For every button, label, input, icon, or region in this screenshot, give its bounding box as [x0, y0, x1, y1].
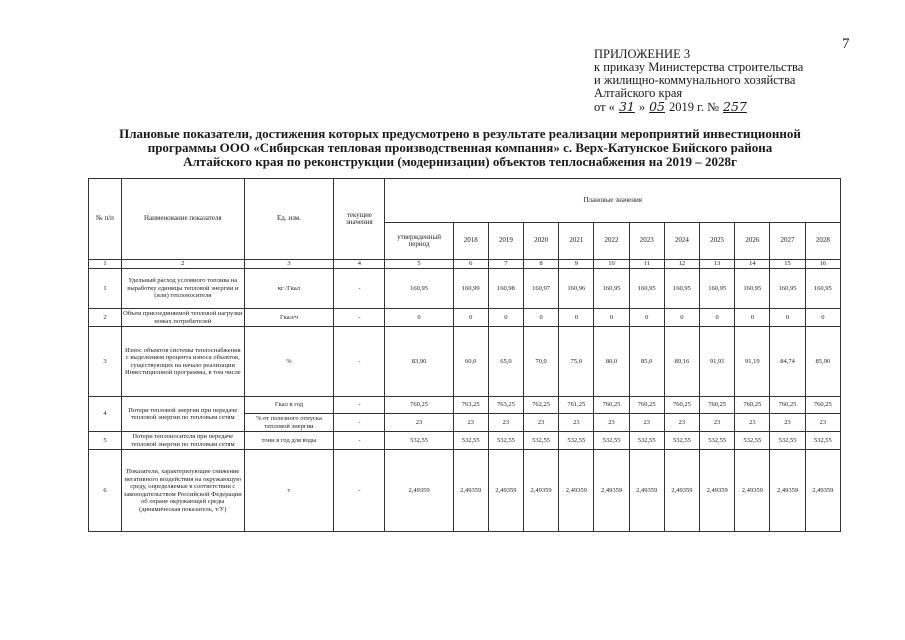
- value-cell: 160,95: [700, 269, 735, 309]
- column-number: 14: [735, 260, 770, 269]
- value-cell: 0: [735, 309, 770, 327]
- current-value: -: [334, 269, 385, 309]
- row-number: 2: [89, 309, 122, 327]
- value-cell: 23: [770, 414, 805, 432]
- value-cell: 761,25: [559, 397, 594, 414]
- unit-cell: кг /Гкал: [244, 269, 334, 309]
- handwritten-day: 31: [618, 99, 635, 114]
- column-number: 3: [244, 260, 334, 269]
- value-cell: 532,55: [700, 432, 735, 450]
- date-year: 2019 г. №: [669, 100, 720, 114]
- value-cell: 2,49359: [524, 450, 559, 532]
- value-cell: 91,91: [700, 327, 735, 397]
- column-number: 5: [385, 260, 453, 269]
- value-cell: 160,99: [453, 269, 488, 309]
- value-cell: 532,55: [805, 432, 840, 450]
- current-value: -: [334, 450, 385, 532]
- value-cell: 23: [805, 414, 840, 432]
- value-cell: 763,25: [453, 397, 488, 414]
- value-cell: 160,95: [385, 269, 453, 309]
- appendix-title: ПРИЛОЖЕНИЕ 3: [594, 47, 691, 61]
- row-number: 3: [89, 327, 122, 397]
- header-unit: Ед. изм.: [244, 179, 334, 260]
- value-cell: 80,0: [594, 327, 629, 397]
- column-number: 11: [629, 260, 664, 269]
- column-number: 1: [89, 260, 122, 269]
- header-year: 2023: [629, 223, 664, 260]
- column-number: 12: [664, 260, 699, 269]
- value-cell: 2,49359: [488, 450, 523, 532]
- value-cell: 2,49359: [629, 450, 664, 532]
- appendix-line: и жилищно-коммунального хозяйства: [594, 73, 796, 87]
- table-row: [89, 269, 841, 309]
- row-number: 6: [89, 450, 122, 532]
- header-name: Наименование показателя: [121, 179, 244, 260]
- value-cell: 0: [559, 309, 594, 327]
- table-row: [89, 397, 841, 414]
- value-cell: 532,55: [488, 432, 523, 450]
- indicator-name: Потери тепловой энергии при передаче тепловой энергии по тепловым сетям: [121, 397, 244, 432]
- appendix-line: Алтайского края: [594, 86, 683, 100]
- table-row: [89, 432, 841, 450]
- value-cell: 23: [700, 414, 735, 432]
- value-cell: 532,55: [385, 432, 453, 450]
- value-cell: 0: [664, 309, 699, 327]
- column-number: 6: [453, 260, 488, 269]
- value-cell: 23: [524, 414, 559, 432]
- value-cell: 160,98: [488, 269, 523, 309]
- value-cell: 763,25: [488, 397, 523, 414]
- current-value: -: [334, 397, 385, 414]
- current-value: -: [334, 414, 385, 432]
- value-cell: 160,95: [805, 269, 840, 309]
- value-cell: 2,49359: [664, 450, 699, 532]
- value-cell: 23: [559, 414, 594, 432]
- value-cell: 760,25: [629, 397, 664, 414]
- column-number: 9: [559, 260, 594, 269]
- value-cell: 532,55: [629, 432, 664, 450]
- indicators-table: [88, 178, 841, 532]
- handwritten-number: 257: [723, 99, 747, 114]
- appendix-line: к приказу Министерства строительства: [594, 60, 804, 74]
- appendix-header: [594, 48, 803, 114]
- column-number: 16: [805, 260, 840, 269]
- value-cell: 532,55: [453, 432, 488, 450]
- unit-cell: тонн в год для воды: [244, 432, 334, 450]
- current-value: -: [334, 309, 385, 327]
- current-value: -: [334, 432, 385, 450]
- column-number: 8: [524, 260, 559, 269]
- value-cell: 65,0: [488, 327, 523, 397]
- header-year: 2020: [524, 223, 559, 260]
- title-line: Плановые показатели, достижения которых предусмотрено в результате реализации мероприятий инвестиционной: [119, 126, 801, 141]
- header-year: 2019: [488, 223, 523, 260]
- column-number: 2: [121, 260, 244, 269]
- value-cell: 2,49359: [453, 450, 488, 532]
- value-cell: 760,25: [385, 397, 453, 414]
- value-cell: 70,0: [524, 327, 559, 397]
- value-cell: 2,49359: [559, 450, 594, 532]
- value-cell: 0: [770, 309, 805, 327]
- value-cell: 83,90: [385, 327, 453, 397]
- column-number: 10: [594, 260, 629, 269]
- value-cell: 760,25: [770, 397, 805, 414]
- indicator-name: Объем присоединяемой тепловой нагрузки новых потребителей: [123, 310, 243, 325]
- value-cell: 0: [629, 309, 664, 327]
- unit-cell: т: [244, 450, 334, 532]
- header-year: 2024: [664, 223, 699, 260]
- value-cell: 84,74: [770, 327, 805, 397]
- value-cell: 91,19: [735, 327, 770, 397]
- value-cell: 23: [629, 414, 664, 432]
- column-number-row: [89, 260, 841, 269]
- value-cell: 23: [735, 414, 770, 432]
- value-cell: 75,0: [559, 327, 594, 397]
- column-number: 4: [334, 260, 385, 269]
- value-cell: 2,49359: [700, 450, 735, 532]
- value-cell: 160,96: [559, 269, 594, 309]
- table-row: [89, 327, 841, 397]
- page-number: 7: [842, 36, 850, 52]
- value-cell: 23: [453, 414, 488, 432]
- value-cell: 0: [453, 309, 488, 327]
- value-cell: 532,55: [735, 432, 770, 450]
- value-cell: 760,25: [700, 397, 735, 414]
- indicator-name: Потери теплоносителя при передаче тепловой энергии по тепловым сетям: [121, 432, 244, 450]
- header-year: 2022: [594, 223, 629, 260]
- appendix-date: [594, 100, 803, 114]
- header-num: № п/п: [89, 179, 122, 260]
- value-cell: 0: [488, 309, 523, 327]
- row-number: 4: [89, 397, 122, 432]
- value-cell: 89,16: [664, 327, 699, 397]
- value-cell: 2,49359: [735, 450, 770, 532]
- date-prefix: от «: [594, 100, 615, 114]
- indicator-name: Износ объектов системы теплоснабжения с выделением процента износа объектов, существующих на начало реализации Инвестиционной программы, в том числе: [121, 327, 244, 397]
- value-cell: 160,95: [629, 269, 664, 309]
- unit-cell: Гкал/ч: [244, 309, 334, 327]
- row-number: 1: [89, 269, 122, 309]
- document-title: [80, 127, 840, 169]
- value-cell: 0: [700, 309, 735, 327]
- header-year: 2028: [805, 223, 840, 260]
- value-cell: 2,49359: [770, 450, 805, 532]
- value-cell: 762,25: [524, 397, 559, 414]
- column-number: 13: [700, 260, 735, 269]
- value-cell: 160,95: [770, 269, 805, 309]
- header-approved: утвержденный период: [385, 223, 453, 260]
- value-cell: 532,55: [770, 432, 805, 450]
- header-year: 2027: [770, 223, 805, 260]
- value-cell: 760,25: [805, 397, 840, 414]
- value-cell: 23: [664, 414, 699, 432]
- value-cell: 760,25: [594, 397, 629, 414]
- value-cell: 0: [594, 309, 629, 327]
- indicator-name: Показатели, характеризующие снижение негативного воздействия на окружающую среду, определяемые в соответствии с законодательством Российской Федерации об охране окружающей среды (динамическая показатель, т/У): [121, 450, 244, 532]
- value-cell: 0: [805, 309, 840, 327]
- table-row: [89, 309, 841, 327]
- date-mid: »: [638, 100, 646, 114]
- column-number: 15: [770, 260, 805, 269]
- column-number: 7: [488, 260, 523, 269]
- value-cell: 2,49359: [385, 450, 453, 532]
- value-cell: 2,49359: [805, 450, 840, 532]
- unit-cell: % от полезного отпуска тепловой энергии: [244, 414, 334, 432]
- value-cell: 160,95: [594, 269, 629, 309]
- value-cell: 532,55: [594, 432, 629, 450]
- value-cell: 60,0: [453, 327, 488, 397]
- header-planned: Плановые значения: [385, 179, 841, 223]
- value-cell: 532,55: [559, 432, 594, 450]
- header-year: 2021: [559, 223, 594, 260]
- value-cell: 85,0: [629, 327, 664, 397]
- value-cell: 85,90: [805, 327, 840, 397]
- indicator-name: Удельный расход условного топлива на выработку единицы тепловой энергии и (или) теплоносителя: [121, 269, 244, 309]
- unit-cell: %: [244, 327, 334, 397]
- handwritten-month: 05: [649, 99, 665, 114]
- header-year: 2025: [700, 223, 735, 260]
- value-cell: 760,25: [664, 397, 699, 414]
- header-year: 2018: [453, 223, 488, 260]
- row-number: 5: [89, 432, 122, 450]
- header-current: текущие значения: [334, 179, 385, 260]
- value-cell: 0: [385, 309, 453, 327]
- current-value: -: [334, 327, 385, 397]
- value-cell: 160,97: [524, 269, 559, 309]
- value-cell: 532,55: [524, 432, 559, 450]
- title-line: Алтайского края по реконструкции (модернизации) объектов теплоснабжения на 2019 – 2028г: [183, 154, 737, 169]
- value-cell: 0: [524, 309, 559, 327]
- header-year: 2026: [735, 223, 770, 260]
- table-row: [89, 450, 841, 532]
- value-cell: 160,95: [735, 269, 770, 309]
- value-cell: 23: [594, 414, 629, 432]
- value-cell: 23: [488, 414, 523, 432]
- value-cell: 23: [385, 414, 453, 432]
- value-cell: 160,95: [664, 269, 699, 309]
- title-line: программы ООО «Сибирская тепловая производственная компания» с. Верх-Катунское Бийского района: [147, 140, 773, 155]
- value-cell: 2,49359: [594, 450, 629, 532]
- value-cell: 532,55: [664, 432, 699, 450]
- unit-cell: Гкал в год: [244, 397, 334, 414]
- value-cell: 760,25: [735, 397, 770, 414]
